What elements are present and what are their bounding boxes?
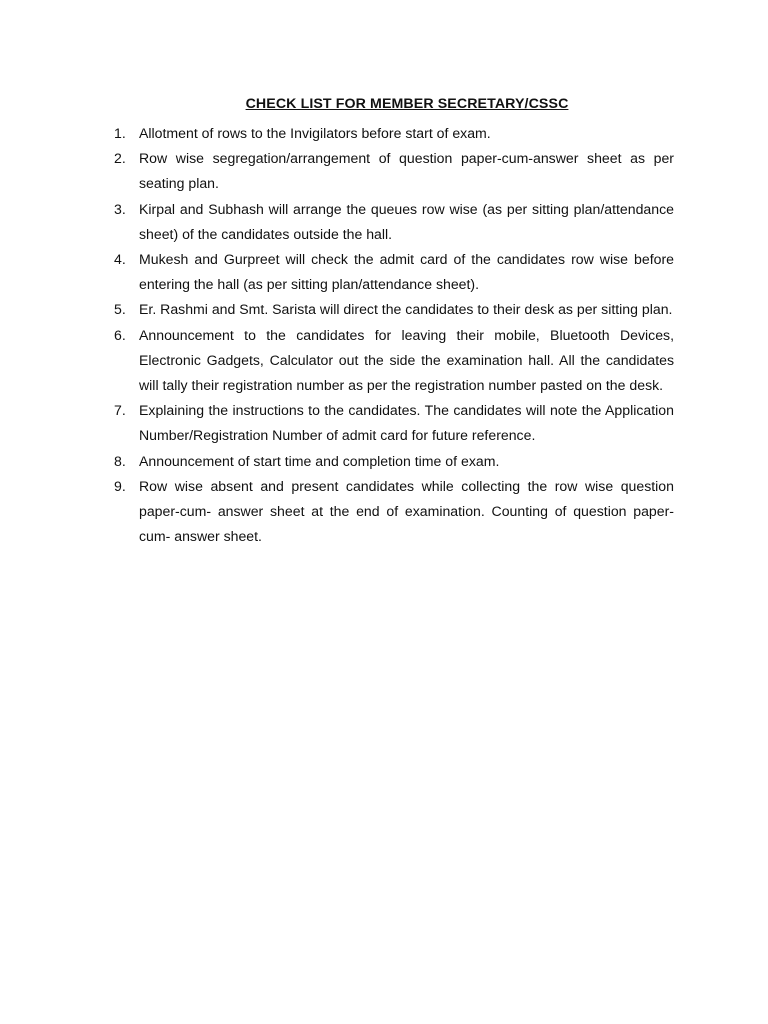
checklist-item-number: 5. [114, 301, 126, 318]
checklist-item-number: 4. [114, 251, 126, 268]
checklist-item-text: Kirpal and Subhash will arrange the queues row wise (as per sitting plan/attendance sheet) of the candidates outside the hall. [139, 200, 674, 242]
checklist-item-text: Row wise segregation/arrangement of question paper-cum-answer sheet as per seating plan. [139, 150, 674, 192]
checklist-item-number: 8. [114, 452, 126, 469]
checklist-item-7 [113, 398, 674, 448]
checklist-item-number: 1. [114, 125, 126, 141]
checklist-item-text: Mukesh and Gurpreet will check the admit card of the candidates row wise before entering the hall (as per sitting plan/attendance sheet). [139, 251, 674, 293]
checklist [113, 121, 674, 549]
checklist-item-number: 9. [114, 477, 126, 494]
checklist-item-3 [113, 197, 674, 247]
checklist-item-number: 2. [114, 150, 126, 167]
checklist-item-8 [113, 449, 674, 474]
checklist-item-4 [113, 247, 674, 297]
checklist-item-text: Row wise absent and present candidates while collecting the row wise question paper-cum- answer sheet at the end of examination. Counting of question paper-cum- answer sheet. [139, 477, 674, 545]
checklist-item-text: Er. Rashmi and Smt. Sarista will direct the candidates to their desk as per sitting plan. [139, 301, 673, 318]
checklist-item-text: Allotment of rows to the Invigilators before start of exam. [139, 125, 491, 141]
checklist-item-2 [113, 146, 674, 196]
checklist-item-number: 6. [114, 326, 126, 343]
checklist-item-text: Explaining the instructions to the candidates. The candidates will note the Application Number/Registration Number of admit card for future reference. [139, 402, 674, 444]
checklist-item-text: Announcement to the candidates for leaving their mobile, Bluetooth Devices, Electronic Gadgets, Calculator out the side the examination hall. All the candidates will tally their registration number as per the registration number pasted on the desk. [139, 326, 674, 394]
checklist-item-1 [113, 121, 674, 146]
checklist-item-9 [113, 474, 674, 550]
checklist-item-number: 7. [114, 402, 126, 419]
checklist-item-text: Announcement of start time and completion time of exam. [139, 452, 500, 469]
checklist-item-6 [113, 323, 674, 399]
document-title: CHECK LIST FOR MEMBER SECRETARY/CSSC [245, 95, 569, 112]
checklist-item-5 [113, 297, 674, 322]
checklist-item-number: 3. [114, 200, 126, 217]
